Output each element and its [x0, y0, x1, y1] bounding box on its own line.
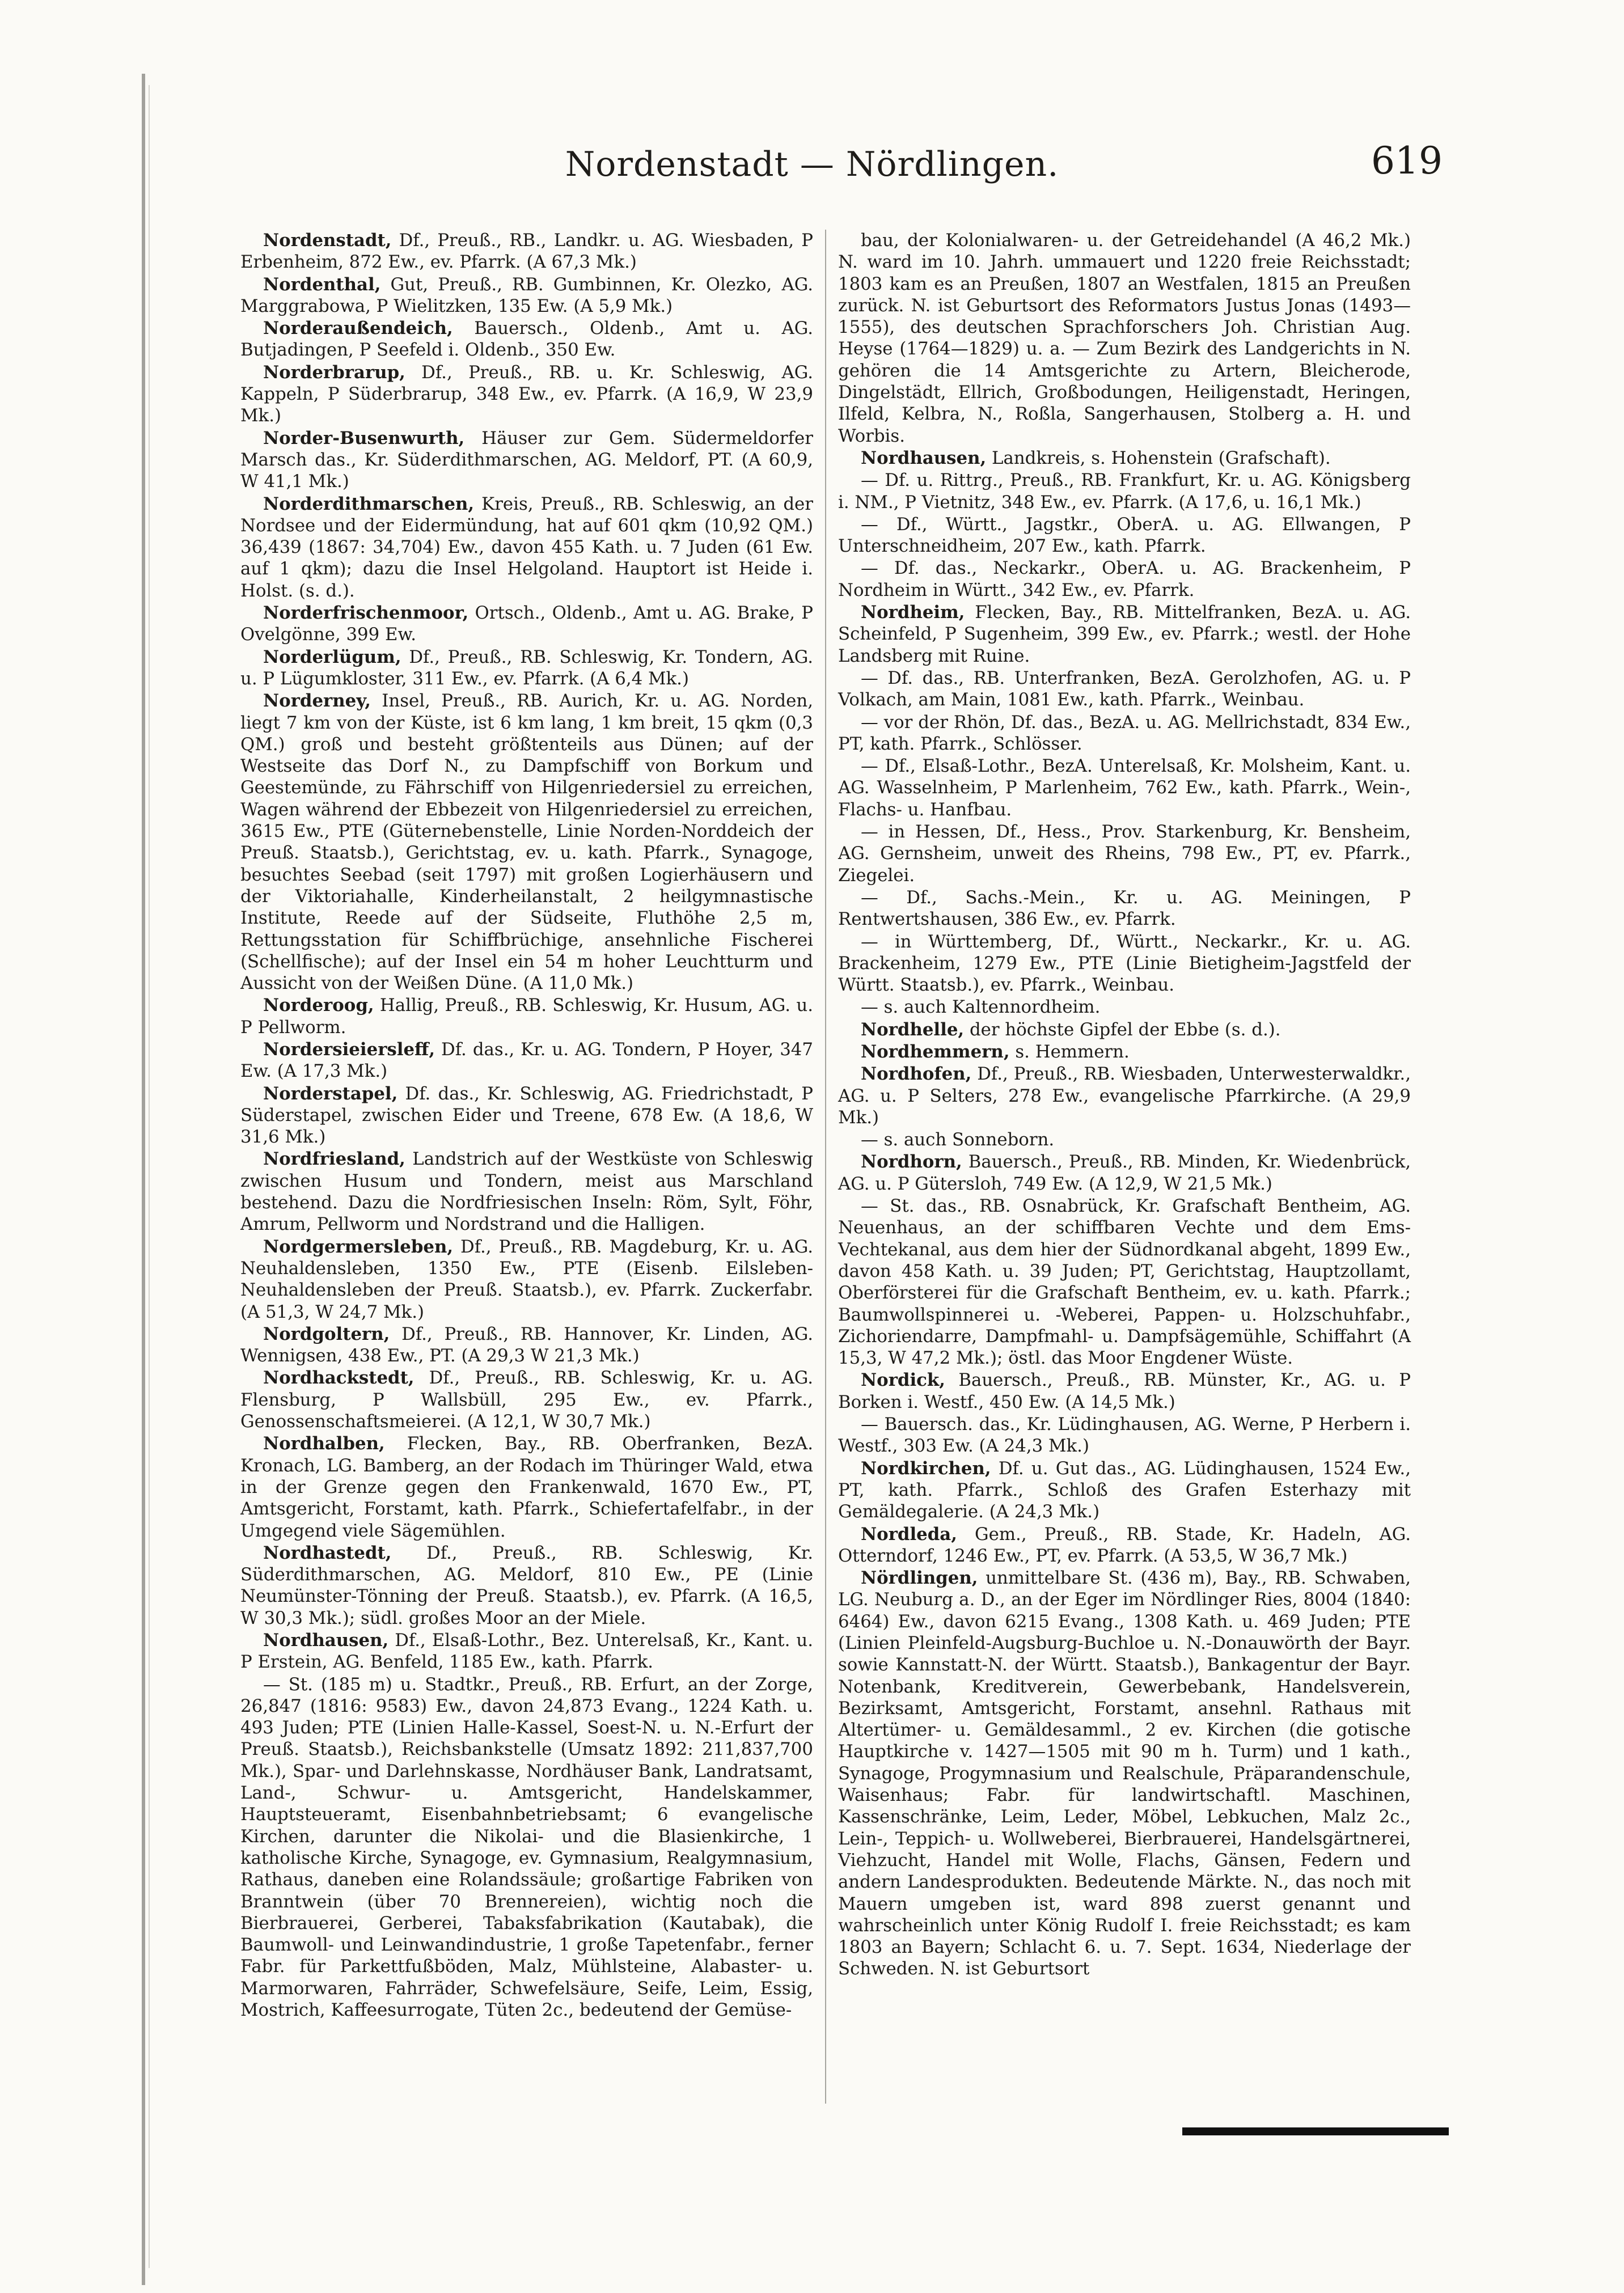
- dictionary-entry: [838, 667, 1411, 711]
- dictionary-entry: [838, 447, 1411, 469]
- entry-text: — s. auch Sonneborn.: [861, 1129, 1055, 1150]
- page-header: [204, 139, 1443, 207]
- entry-headword: Nordhofen,: [861, 1064, 972, 1085]
- entry-text: Df., Preuß., RB. Hannover, Kr. Linden, AG. Wennigsen, 438 Ew., PT. (A 29,3 W 21,3 Mk.): [240, 1323, 813, 1367]
- dictionary-entry: [240, 1039, 813, 1082]
- dictionary-entry: [240, 1367, 813, 1432]
- dictionary-entry: [838, 1129, 1411, 1150]
- entry-text: Hallig, Preuß., RB. Schleswig, Kr. Husum, AG. u. P Pellworm.: [240, 995, 813, 1038]
- entry-headword: Nordersieiersleff,: [263, 1039, 435, 1060]
- entry-text: Bauersch., Preuß., RB. Minden, Kr. Wiedenbrück, AG. u. P Gütersloh, 749 Ew. (A 12,9, W 21,5 Mk.): [838, 1152, 1411, 1194]
- dictionary-entry: [838, 1063, 1411, 1128]
- dictionary-entry: [838, 996, 1411, 1018]
- entry-headword: Norder-Busenwurth,: [263, 428, 465, 449]
- entry-headword: Nordhalben,: [263, 1433, 385, 1454]
- entry-text: Df. das., Kr. u. AG. Tondern, P Hoyer, 347 Ew. (A 17,3 Mk.): [240, 1039, 813, 1082]
- running-title: Nordenstadt — Nördlingen.: [565, 145, 1059, 184]
- page-edge-shadow-inner: [149, 85, 150, 2268]
- dictionary-entry: [838, 755, 1411, 820]
- entry-text: Df., Elsaß-Lothr., Bez. Unterelsaß, Kr., Kant. u. P Erstein, AG. Benfeld, 1185 Ew., kath. Pfarrk.: [240, 1630, 813, 1673]
- entry-headword: Norderdithmarschen,: [263, 493, 475, 514]
- entry-text: unmittelbare St. (436 m), Bay., RB. Schwaben, LG. Neuburg a. D., an der Eger im Nördlinger Ries, 8004 (1840: 6464) Ew., davon 6215 Evang., 1308 Kath. u. 469 Juden; PTE (Linien Pleinfeld-Augsburg-Buchloe u. N.-Donauwörth der Bayr. sowie Kannstatt-N. der Württ. Staatsb.), Bankagentur der Bayr. Notenbank, Kreditverein, Gewerbebank, Handelsverein, Bezirksamt, Amtsgericht, Forstamt, ansehnl. Rathaus mit Altertümer- u. Gemäldesamml., 2 ev. Kirchen (die gotische Hauptkirche v. 1427—1505 mit 90 m h. Turm) und 1 kath., Synagoge, Progymnasium und Realschule, Präparandenschule, Waisenhaus; Fabr. für landwirtschaftl. Maschinen, Kassenschränke, Leim, Leder, Möbel, Lebkuchen, Malz 2c., Lein-, Teppich- u. Wollweberei, Bierbrauerei, Handelsgärtnerei, Viehzucht, Handel mit Wolle, Flachs, Gänsen, Federn und andern Landesprodukten. Bedeutende Märkte. N., das noch mit Mauern umgeben ist, ward 898 zuerst genannt und wahrscheinlich unter König Rudolf I. freie Reichsstadt; es kam 1803 an Bayern; Schlacht 6. u. 7. Sept. 1634, Niederlage der Schweden. N. ist Geburtsort: [838, 1568, 1411, 1979]
- entry-text: Landkreis, s. Hohenstein (Grafschaft).: [986, 447, 1331, 468]
- entry-text: — in Hessen, Df., Hess., Prov. Starkenburg, Kr. Bensheim, AG. Gernsheim, unweit des Rheins, 798 Ew., PT, ev. Pfarrk., Ziegelei.: [838, 822, 1411, 886]
- entry-text: s. Hemmern.: [1009, 1041, 1130, 1062]
- entry-headword: Nordgoltern,: [263, 1323, 390, 1344]
- entry-text: Df. u. Gut das., AG. Lüdinghausen, 1524 Ew., PT, kath. Pfarrk., Schloß des Grafen Esterhazy mit Gemäldegalerie. (A 24,3 Mk.): [838, 1458, 1411, 1522]
- dictionary-entry: [240, 1674, 813, 2021]
- page-number: 619: [1371, 139, 1443, 183]
- entry-text: — Df. das., RB. Unterfranken, BezA. Gerolzhofen, AG. u. P Volkach, am Main, 1081 Ew., kath. Pfarrk., Weinbau.: [838, 667, 1411, 710]
- dictionary-entry: [240, 274, 813, 318]
- dictionary-entry: [240, 230, 813, 273]
- bottom-rule: [1182, 2127, 1449, 2135]
- entry-text: der höchste Gipfel der Ebbe (s. d.).: [964, 1019, 1281, 1040]
- entry-headword: Norderoog,: [263, 995, 374, 1016]
- entry-text: — Df., Elsaß-Lothr., BezA. Unterelsaß, Kr. Molsheim, Kant. u. AG. Wasselnheim, P Marlenheim, 762 Ew., kath. Pfarrk., Wein-, Flachs- u. Hanfbau.: [838, 756, 1411, 820]
- page-edge-shadow: [142, 74, 145, 2285]
- entry-text: Insel, Preuß., RB. Aurich, Kr. u. AG. Norden, liegt 7 km von der Küste, ist 6 km lang, 1 km breit, 15 qkm (0,3 QM.) groß und besteht größtenteils aus Dünen; auf der Westseite das Dorf N., zu Dampfschiff von Borkum und Geestemünde, zu Fährschiff von Hilgenriedersiel zu erreichen, Wagen während der Ebbezeit von Hilgenriedersiel zu erreichen, 3615 Ew., PTE (Güternebenstelle, Linie Norden-Norddeich der Preuß. Staatsb.), Gerichtstag, ev. u. kath. Pfarrk., Synagoge, besuchtes Seebad (seit 1797) mit großen Logierhäusern und der Viktoriahalle, Kinderheilanstalt, 2 heilgymnastische Institute, Reede auf der Südseite, Fluthöhe 2,5 m, Rettungsstation für Schiffbrüchige, ansehnliche Fischerei (Schellfische); auf der Insel ein 54 m hoher Leuchtturm und Aussicht von der Weißen Düne. (A 11,0 Mk.): [240, 691, 813, 994]
- dictionary-entry: [838, 469, 1411, 513]
- entry-headword: Nordgermersleben,: [263, 1236, 454, 1257]
- dictionary-entry: [838, 1369, 1411, 1413]
- entry-text: Gem., Preuß., RB. Stade, Kr. Hadeln, AG. Otterndorf, 1246 Ew., PT, ev. Pfarrk. (A 53,5, W 36,7 Mk.): [838, 1524, 1411, 1566]
- entry-text: Flecken, Bay., RB. Oberfranken, BezA. Kronach, LG. Bamberg, an der Rodach im Thüringer Wald, etwa in der Grenze gegen den Frankenwald, 1670 Ew., PT, Amtsgericht, Forstamt, kath. Pfarrk., Schiefertafelfabr., in der Umgegend viele Sägemühlen.: [240, 1433, 813, 1541]
- entry-headword: Norderaußendeich,: [263, 318, 453, 339]
- entry-text: — St. das., RB. Osnabrück, Kr. Grafschaft Bentheim, AG. Neuenhaus, an der schiffbaren Vechte und dem Ems-Vechtekanal, aus dem hier der Südnordkanal abgeht, 1899 Ew., davon 458 Kath. u. 39 Juden; PT, Gerichtstag, Hauptzollamt, Oberförsterei für die Grafschaft Bentheim, ev. u. kath. Pfarrk.; Baumwollspinnerei u. -Weberei, Pappen- u. Holzschuhfabr., Zichoriendarre, Dampfmahl- u. Dampfsägemühle, Schiffahrt (A 15,3, W 47,2 Mk.); östl. das Moor Engdener Wüste.: [838, 1196, 1411, 1369]
- dictionary-entry: [838, 230, 1411, 447]
- dictionary-entry: [838, 1458, 1411, 1523]
- entry-headword: Nordleda,: [861, 1524, 957, 1545]
- entry-text: Ortsch., Oldenb., Amt u. AG. Brake, P Ovelgönne, 399 Ew.: [240, 603, 813, 645]
- entry-text: Df., Preuß., RB. Magdeburg, Kr. u. AG. Neuhaldensleben, 1350 Ew., PTE (Eisenb. Eilsleben-Neuhaldensleben der Preuß. Staatsb.), ev. Pfarrk. Zuckerfabr. (A 51,3, W 24,7 Mk.): [240, 1236, 813, 1322]
- entry-headword: Norderfrischenmoor,: [263, 603, 469, 624]
- entry-headword: Nordkirchen,: [861, 1458, 991, 1479]
- left-column: [240, 230, 813, 2021]
- entry-headword: Norderlügum,: [263, 646, 401, 667]
- entry-headword: Nordenthal,: [263, 274, 381, 295]
- entry-text: Df., Preuß., RB. Schleswig, Kr. Tondern, AG. u. P Lügumkloster, 311 Ew., ev. Pfarrk. (A 6,4 Mk.): [240, 646, 813, 689]
- dictionary-entry: [838, 1414, 1411, 1457]
- dictionary-entry: [838, 602, 1411, 667]
- right-column: [838, 230, 1411, 1981]
- dictionary-entry: [240, 1236, 813, 1323]
- entry-text: Gut, Preuß., RB. Gumbinnen, Kr. Olezko, AG. Marggrabowa, P Wielitzken, 135 Ew. (A 5,9 Mk.): [240, 274, 813, 316]
- dictionary-entry: [240, 318, 813, 361]
- entry-headword: Nordheim,: [861, 602, 965, 623]
- entry-text: — Df. das., Neckarkr., OberA. u. AG. Brackenheim, P Nordheim in Württ., 342 Ew., ev. Pfarrk.: [838, 558, 1411, 600]
- dictionary-entry: [838, 821, 1411, 886]
- dictionary-entry: [838, 1019, 1411, 1040]
- dictionary-entry: [838, 1041, 1411, 1063]
- entry-text: Kreis, Preuß., RB. Schleswig, an der Nordsee und der Eidermündung, hat auf 601 qkm (10,92 QM.) 36,439 (1867: 34,704) Ew., davon 455 Kath. u. 7 Juden (61 Ew. auf 1 qkm); dazu die Insel Helgoland. Hauptort ist Heide i. Holst. (s. d.).: [240, 493, 813, 601]
- entry-text: Df., Preuß., RB. Schleswig, Kr. Süderdithmarschen, AG. Meldorf, 810 Ew., PE (Linie Neumünster-Tönning der Preuß. Staatsb.), ev. Pfarrk. (A 16,5, W 30,3 Mk.); südl. großes Moor an der Miele.: [240, 1542, 813, 1628]
- dictionary-entry: [240, 995, 813, 1038]
- entry-text: Df., Preuß., RB. u. Kr. Schleswig, AG. Kappeln, P Süderbrarup, 348 Ew., ev. Pfarrk. (A 16,9, W 23,9 Mk.): [240, 362, 813, 426]
- entry-text: Häuser zur Gem. Südermeldorfer Marsch das., Kr. Süderdithmarschen, AG. Meldorf, PT. (A 60,9, W 41,1 Mk.): [240, 428, 813, 492]
- dictionary-entry: [240, 428, 813, 493]
- dictionary-entry: [838, 1524, 1411, 1567]
- dictionary-entry: [838, 887, 1411, 930]
- entry-text: Landstrich auf der Westküste von Schleswig zwischen Husum und Tondern, meist aus Marschland bestehend. Dazu die Nordfriesischen Inseln: Röm, Sylt, Föhr, Amrum, Pellworm und Nordstrand und die Halligen.: [240, 1149, 813, 1235]
- dictionary-entry: [240, 362, 813, 427]
- entry-headword: Nordhorn,: [861, 1152, 962, 1173]
- entry-text: Bauersch., Preuß., RB. Münster, Kr., AG. u. P Borken i. Westf., 450 Ew. (A 14,5 Mk.): [838, 1370, 1411, 1412]
- dictionary-entry: [838, 557, 1411, 601]
- entry-headword: Nordick,: [861, 1370, 945, 1391]
- dictionary-entry: [240, 690, 813, 994]
- entry-text: — St. (185 m) u. Stadtkr., Preuß., RB. Erfurt, an der Zorge, 26,847 (1816: 9583) Ew., davon 24,873 Evang., 1224 Kath. u. 493 Juden; PTE (Linien Halle-Kassel, Soest-N. u. N.-Erfurt der Preuß. Staatsb.), Reichsbankstelle (Umsatz 1892: 211,837,700 Mk.), Spar- und Darlehnskasse, Nordhäuser Bank, Landratsamt, Land-, Schwur- u. Amtsgericht, Handelskammer, Hauptsteueramt, Eisenbahnbetriebsamt; 6 evangelische Kirchen, darunter die Nikolai- und die Blasienkirche, 1 katholische Kirche, Synagoge, ev. Gymnasium, Realgymnasium, Rathaus, daneben eine Rolandssäule; großartige Fabriken von Branntwein (über 70 Brennereien), wichtig noch die Bierbrauerei, Gerberei, Tabaksfabrikation (Kautabak), die Baumwoll- und Leinwandindustrie, 1 große Tapetenfabr., ferner Fabr. für Parkettfußböden, Malz, Mühlsteine, Alabaster- u. Marmorwaren, Fahrräder, Schwefelsäure, Seife, Leim, Essig, Mostrich, Kaffeesurrogate, Tüten 2c., bedeutend der Gemüse-: [240, 1674, 813, 2021]
- dictionary-entry: [838, 1151, 1411, 1195]
- entry-text: — Df., Sachs.-Mein., Kr. u. AG. Meiningen, P Rentwertshausen, 386 Ew., ev. Pfarrk.: [838, 887, 1411, 930]
- entry-headword: Norderney,: [263, 691, 371, 712]
- column-divider: [825, 230, 826, 2104]
- entry-headword: Nordhackstedt,: [263, 1368, 415, 1389]
- entry-text: — Df. u. Rittrg., Preuß., RB. Frankfurt, Kr. u. AG. Königsberg i. NM., P Vietnitz, 348 Ew., ev. Pfarrk. (A 17,6, u. 16,1 Mk.): [838, 470, 1411, 513]
- dictionary-entry: [838, 1195, 1411, 1369]
- entry-text: — in Württemberg, Df., Württ., Neckarkr., Kr. u. AG. Brackenheim, 1279 Ew., PTE (Linie Bietigheim-Jagstfeld der Württ. Staatsb.), ev. Pfarrk., Weinbau.: [838, 931, 1411, 996]
- entry-headword: Nordhastedt,: [263, 1542, 392, 1563]
- entry-text: Flecken, Bay., RB. Mittelfranken, BezA. u. AG. Scheinfeld, P Sugenheim, 399 Ew., ev. Pfarrk.; westl. der Hohe Landsberg mit Ruine.: [838, 602, 1411, 666]
- entry-text: — vor der Rhön, Df. das., BezA. u. AG. Mellrichstadt, 834 Ew., PT, kath. Pfarrk., Schlösser.: [838, 712, 1411, 754]
- entry-headword: Nordenstadt,: [263, 230, 392, 251]
- dictionary-entry: [838, 712, 1411, 755]
- entry-headword: Nordfriesland,: [263, 1149, 405, 1170]
- dictionary-entry: [240, 602, 813, 646]
- entry-headword: Nordhemmern,: [861, 1041, 1010, 1062]
- dictionary-entry: [240, 1323, 813, 1367]
- dictionary-entry: [838, 931, 1411, 996]
- entry-headword: Norderbrarup,: [263, 362, 405, 383]
- dictionary-entry: [240, 1542, 813, 1629]
- entry-headword: Nordhausen,: [861, 447, 987, 468]
- entry-headword: Nordhausen,: [263, 1630, 389, 1651]
- dictionary-entry: [838, 1567, 1411, 1980]
- entry-headword: Norderstapel,: [263, 1083, 398, 1104]
- dictionary-entry: [240, 1148, 813, 1235]
- entry-headword: Nordhelle,: [861, 1019, 965, 1040]
- dictionary-entry: [838, 514, 1411, 557]
- dictionary-entry: [240, 1630, 813, 1673]
- entry-text: Bauersch., Oldenb., Amt u. AG. Butjadingen, P Seefeld i. Oldenb., 350 Ew.: [240, 318, 813, 361]
- entry-text: Df., Preuß., RB. Schleswig, Kr. u. AG. Flensburg, P Wallsbüll, 295 Ew., ev. Pfarrk., Genossenschaftsmeierei. (A 12,1, W 30,7 Mk.): [240, 1368, 813, 1432]
- entry-text: — Df., Württ., Jagstkr., OberA. u. AG. Ellwangen, P Unterschneidheim, 207 Ew., kath. Pfarrk.: [838, 514, 1411, 557]
- dictionary-entry: [240, 1083, 813, 1148]
- entry-text: Df., Preuß., RB. Wiesbaden, Unterwesterwaldkr., AG. u. P Selters, 278 Ew., evangelische Pfarrkirche. (A 29,9 Mk.): [838, 1064, 1411, 1128]
- dictionary-entry: [240, 646, 813, 690]
- entry-text: — Bauersch. das., Kr. Lüdinghausen, AG. Werne, P Herbern i. Westf., 303 Ew. (A 24,3 Mk.): [838, 1414, 1411, 1457]
- entry-text: — s. auch Kaltennordheim.: [861, 997, 1101, 1018]
- entry-text: bau, der Kolonialwaren- u. der Getreidehandel (A 46,2 Mk.) N. ward im 10. Jahrh. ummauert und 1220 freie Reichsstadt; 1803 kam es an Preußen, 1807 an Westfalen, 1815 an Preußen zurück. N. ist Geburtsort des Reformators Justus Jonas (1493—1555), des deutschen Sprachforschers Joh. Christian Aug. Heyse (1764—1829) u. a. — Zum Bezirk des Landgerichts in N. gehören die 14 Amtsgerichte zu Artern, Bleicherode, Dingelstädt, Ellrich, Großbodungen, Heiligenstadt, Heringen, Ilfeld, Kelbra, N., Roßla, Sangerhausen, Stolberg a. H. und Worbis.: [838, 230, 1411, 446]
- dictionary-entry: [240, 1433, 813, 1541]
- entry-text: Df., Preuß., RB., Landkr. u. AG. Wiesbaden, P Erbenheim, 872 Ew., ev. Pfarrk. (A 67,3 Mk.): [240, 230, 813, 273]
- entry-headword: Nördlingen,: [861, 1568, 978, 1589]
- entry-text: Df. das., Kr. Schleswig, AG. Friedrichstadt, P Süderstapel, zwischen Eider und Treene, 678 Ew. (A 18,6, W 31,6 Mk.): [240, 1083, 813, 1148]
- dictionary-entry: [240, 493, 813, 602]
